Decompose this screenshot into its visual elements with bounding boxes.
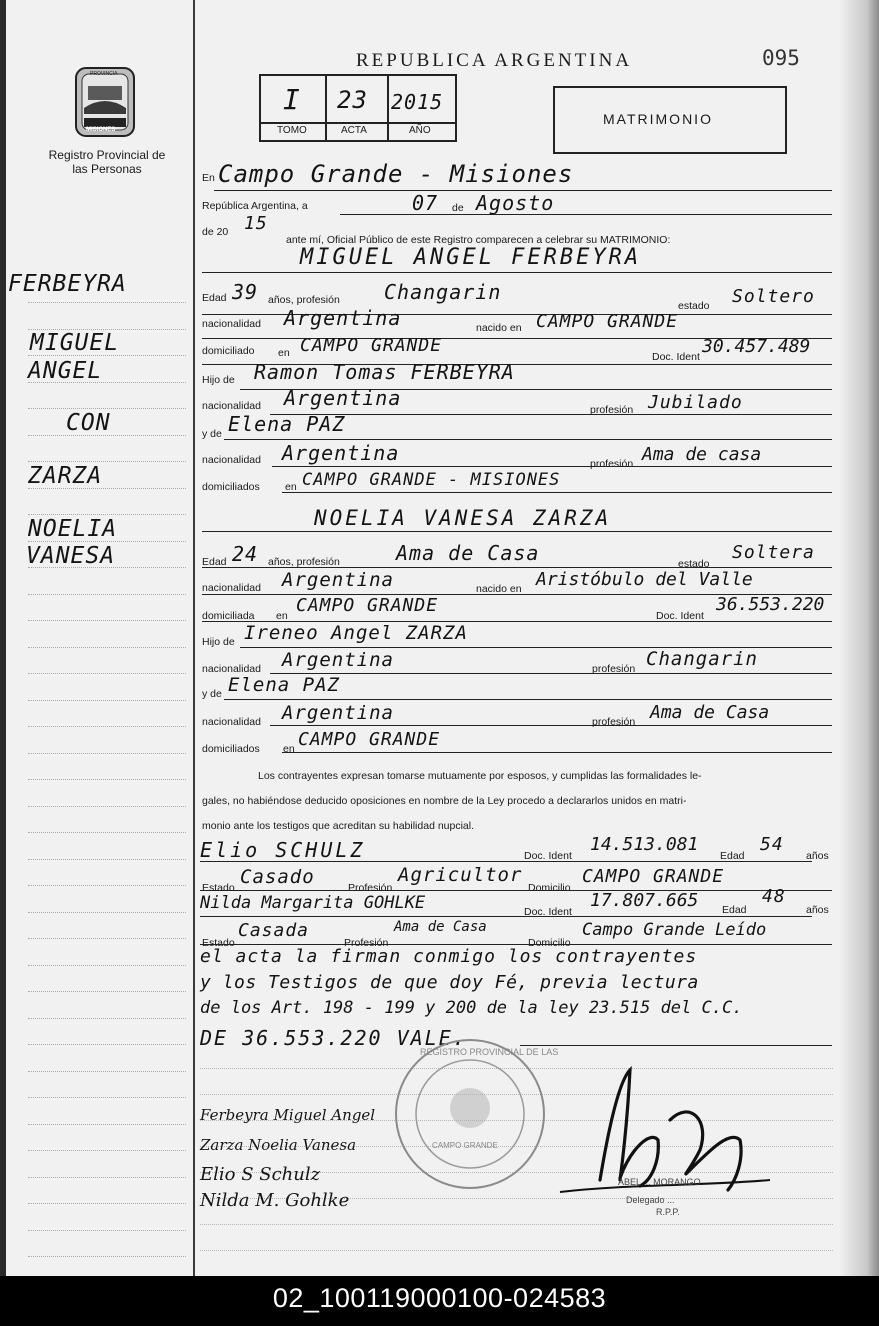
bride-hijo-label: Hijo de [202, 636, 235, 648]
scan-footer-id: 02_100119000100-024583 [0, 1276, 879, 1326]
margin-rule-line [28, 1230, 186, 1231]
margin-con: CON [66, 410, 111, 436]
margin-bride-given-1: NOELIA [28, 516, 118, 542]
witness1-age: 54 [760, 834, 784, 855]
groom-name: MIGUEL ANGEL FERBEYRA [300, 245, 642, 270]
signature-witness2: Nilda M. Gohlke [200, 1190, 350, 1211]
groom-parents-domicile: CAMPO GRANDE - MISIONES [302, 470, 561, 490]
witness2-profession: Ama de Casa [394, 919, 487, 935]
witness1-anios-label: años [806, 850, 829, 862]
bride-nationality: Argentina [282, 569, 394, 591]
anio-label: AÑO [409, 125, 431, 136]
stamp-mid-text: CAMPO GRANDE [432, 1141, 498, 1150]
groom-mother-prof: Ama de casa [642, 444, 762, 465]
margin-rule-line [28, 938, 186, 939]
groom-dom-en-label: en [278, 347, 290, 359]
witness1-name: Elio SCHULZ [200, 838, 366, 862]
groom-m-prof-label: profesión [590, 458, 634, 470]
margin-rule-line [28, 461, 186, 462]
bride-parents-en-label: en [283, 743, 295, 755]
witness2-edad-label: Edad [722, 904, 747, 916]
tomo-label: TOMO [277, 125, 307, 136]
witness2-anios-label: años [806, 904, 829, 916]
witness1-estado-label: Estado [202, 882, 235, 894]
officer-office: R.P.P. [656, 1207, 680, 1217]
groom-father: Ramon Tomas FERBEYRA [254, 360, 515, 384]
place-value: Campo Grande - Misiones [218, 160, 574, 188]
groom-prof-label: años, profesión [268, 294, 340, 306]
declaration-line-1: Los contrayentes expresan tomarse mutuamente por esposos, y cumplidas las formalidades le- [258, 770, 702, 782]
groom-doc: 30.457.489 [702, 336, 811, 357]
bride-doc: 36.553.220 [716, 594, 825, 615]
acta-label: ACTA [341, 125, 367, 136]
witness2-estado-label: Estado [202, 937, 235, 949]
groom-doc-label: Doc. Ident [652, 351, 700, 363]
declaration-paragraph [202, 764, 832, 839]
groom-nac-label: nacionalidad [202, 318, 261, 330]
closing-line-2: y los Testigos de que doy Fé, previa lectura [200, 972, 699, 993]
bride-f-nac-label: nacionalidad [202, 663, 261, 675]
officer-title: Delegado ... [626, 1195, 675, 1205]
body-rule-line [200, 1250, 833, 1251]
margin-rule-line [28, 408, 186, 409]
margin-rule-line [28, 1097, 186, 1098]
groom-hijo-label: Hijo de [202, 374, 235, 386]
bride-m-prof-label: profesión [592, 716, 636, 728]
bride-profession: Ama de Casa [396, 541, 540, 565]
margin-rule-line [28, 647, 186, 648]
witness1-doc-label: Doc. Ident [524, 850, 572, 862]
witness1-doc: 14.513.081 [590, 834, 699, 855]
margin-rule-line [28, 1177, 186, 1178]
bride-father: Ireneo Angel ZARZA [244, 622, 468, 644]
groom-f-prof-label: profesión [590, 404, 634, 416]
bride-nac-label: nacionalidad [202, 582, 261, 594]
groom-parents-en-label: en [285, 481, 297, 493]
bride-f-prof-label: profesión [592, 663, 636, 675]
record-number-box [259, 74, 457, 142]
margin-rule-line [28, 832, 186, 833]
bride-domicile: CAMPO GRANDE [296, 595, 439, 616]
bride-birthplace: Aristóbulo del Valle [536, 569, 753, 590]
bride-mother-nat: Argentina [282, 702, 394, 724]
page-right-shadow [839, 0, 879, 1276]
margin-given-2: ANGEL [28, 358, 103, 384]
bride-mother: Elena PAZ [228, 674, 340, 696]
witness2-prof-label: Profesión [344, 937, 389, 949]
groom-father-prof: Jubilado [648, 392, 743, 413]
groom-edad-label: Edad [202, 292, 227, 304]
groom-profession: Changarin [384, 280, 502, 304]
groom-mother-nat: Argentina [282, 441, 400, 465]
closing-line-3: de los Art. 198 - 199 y 200 de la ley 23.515 del C.C. [200, 998, 743, 1018]
day-value: 07 [412, 191, 439, 215]
margin-rule-line [28, 991, 186, 992]
groom-nacido-label: nacido en [476, 322, 522, 334]
country-heading: REPUBLICA ARGENTINA [356, 50, 633, 71]
margin-rule-line [28, 673, 186, 674]
bride-edad-label: Edad [202, 556, 227, 568]
bride-father-nat: Argentina [282, 649, 394, 671]
bride-nacido-label: nacido en [476, 583, 522, 595]
officer-text: ante mí, Oficial Público de este Registro comparecen a celebrar su MATRIMONIO: [286, 234, 671, 246]
margin-rule-line [28, 620, 186, 621]
groom-m-nac-label: nacionalidad [202, 454, 261, 466]
groom-estado-label: estado [678, 300, 710, 312]
bride-doc-label: Doc. Ident [656, 610, 704, 622]
margin-given-1: MIGUEL [30, 330, 120, 356]
closing-line-1: el acta la firman conmigo los contrayentes [200, 946, 698, 967]
republica-label: República Argentina, a [202, 200, 308, 212]
witness2-estado: Casada [238, 920, 310, 941]
margin-rule-line [28, 753, 186, 754]
groom-nationality: Argentina [284, 306, 402, 330]
bride-m-nac-label: nacionalidad [202, 716, 261, 728]
margin-rule-line [28, 514, 186, 515]
signature-groom: Ferbeyra Miguel Angel [200, 1106, 376, 1124]
witness1-profession: Agricultor [398, 864, 523, 886]
margin-rule-line [28, 1071, 186, 1072]
bride-dom-label: domiciliada [202, 610, 255, 622]
en-label: En [202, 172, 215, 184]
witness1-domicile: CAMPO GRANDE [582, 866, 725, 887]
registry-name: Registro Provincial de las Personas [48, 148, 166, 176]
margin-rule-line [28, 594, 186, 595]
margin-rule-line [28, 779, 186, 780]
witness2-doc: 17.807.665 [590, 890, 699, 911]
margin-rule-line [28, 726, 186, 727]
margin-surname: FERBEYRA [8, 271, 127, 297]
groom-estado: Soltero [732, 286, 815, 307]
signature-witness1: Elio S Schulz [200, 1164, 321, 1185]
declaration-line-2: gales, no habiéndose deducido oposiciones en nombre de la Ley procedo a declararlos unidos en matri- [202, 795, 687, 807]
seal-bottom-text: MISIONES [86, 127, 116, 133]
bride-mother-prof: Ama de Casa [650, 702, 770, 723]
margin-bride-surname: ZARZA [28, 463, 103, 489]
witness2-dom-label: Domicilio [528, 937, 571, 949]
tomo-value: I [283, 83, 301, 116]
groom-dom-label: domiciliado [202, 345, 255, 357]
acta-value: 23 [337, 86, 368, 114]
witness2-doc-label: Doc. Ident [524, 906, 572, 918]
margin-rule-line [28, 302, 186, 303]
groom-age: 39 [232, 280, 259, 304]
groom-yde-label: y de [202, 428, 222, 440]
bride-parents-dom-label: domiciliados [202, 743, 260, 755]
groom-f-nac-label: nacionalidad [202, 400, 261, 412]
margin-divider [193, 0, 195, 1276]
groom-domicile: CAMPO GRANDE [300, 335, 443, 356]
margin-rule-line [28, 965, 186, 966]
year-prefix: de 20 [202, 226, 229, 238]
witness1-estado: Casado [240, 866, 315, 888]
bride-parents-domicile: CAMPO GRANDE [298, 729, 441, 750]
margin-rule-line [28, 885, 186, 886]
margin-rule-line [28, 1203, 186, 1204]
bride-age: 24 [232, 542, 259, 566]
margin-rule-line [28, 1256, 186, 1257]
margin-bride-given-2: VANESA [26, 543, 116, 569]
seal-top-text: PROVINCIA [90, 71, 118, 77]
groom-parents-dom-label: domiciliados [202, 481, 260, 493]
margin-rule-line [28, 859, 186, 860]
closing-line-4: DE 36.553.220 VALE. [200, 1026, 467, 1050]
bride-estado: Soltera [732, 542, 815, 563]
bride-name: NOELIA VANESA ZARZA [314, 506, 612, 530]
document-type: MATRIMONIO [603, 111, 713, 127]
bride-father-prof: Changarin [646, 648, 758, 670]
groom-birthplace: CAMPO GRANDE [536, 311, 679, 332]
body-rule-line [200, 1224, 833, 1225]
signature-bride: Zarza Noelia Vanesa [200, 1136, 357, 1154]
witness2-domicile: Campo Grande Leído [582, 920, 767, 940]
margin-rule-line [28, 806, 186, 807]
groom-mother: Elena PAZ [228, 412, 346, 436]
stamp-top-text: REGISTRO PROVINCIAL DE LAS [420, 1047, 559, 1057]
anio-value: 2015 [391, 90, 444, 114]
witness2-name: Nilda Margarita GOHLKE [200, 893, 426, 913]
month-value: Agosto [476, 191, 555, 215]
witness1-dom-label: Domicilio [528, 882, 571, 894]
page-left-edge [0, 0, 6, 1276]
witness1-edad-label: Edad [720, 850, 745, 862]
witness2-age: 48 [762, 886, 786, 907]
document-type-box [553, 86, 787, 154]
bride-estado-label: estado [678, 558, 710, 570]
year-suffix: 15 [244, 213, 268, 234]
margin-rule-line [28, 700, 186, 701]
margin-rule-line [28, 1018, 186, 1019]
witness1-prof-label: Profesión [348, 882, 393, 894]
bride-prof-label: años, profesión [268, 556, 340, 568]
margin-rule-line [28, 1044, 186, 1045]
margin-rule-line [28, 1124, 186, 1125]
bride-dom-en-label: en [276, 610, 288, 622]
de-label: de [452, 202, 464, 214]
declaration-line-3: monio ante los testigos que acreditan su habilidad nupcial. [202, 820, 475, 832]
margin-rule-line [28, 912, 186, 913]
groom-father-nat: Argentina [284, 386, 402, 410]
officer-name: ABEL ... MORANGO [618, 1177, 701, 1187]
bride-yde-label: y de [202, 688, 222, 700]
page-number: 095 [762, 46, 800, 70]
registry-stamp-icon [390, 1034, 550, 1194]
margin-rule-line [28, 1150, 186, 1151]
